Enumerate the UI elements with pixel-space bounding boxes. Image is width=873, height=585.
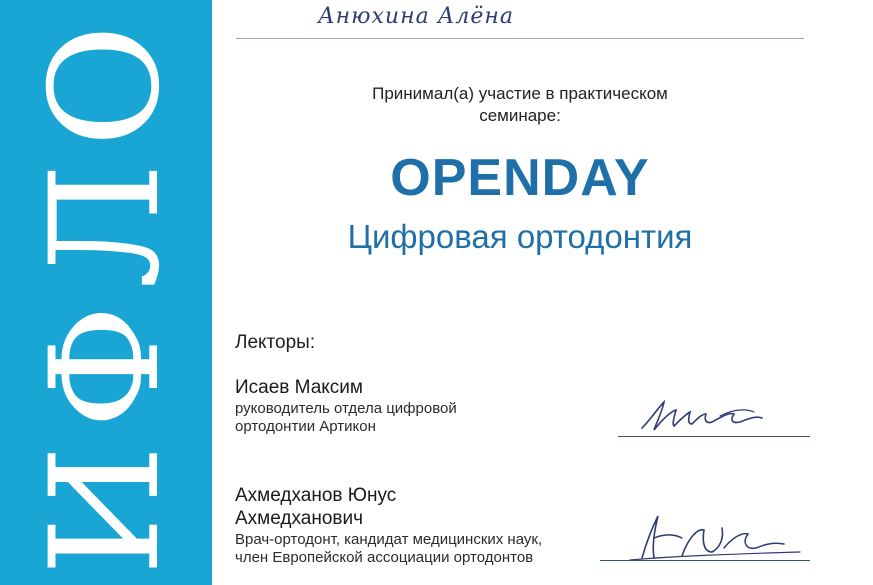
- lecturer-1-name: Исаев Максим: [235, 377, 363, 398]
- lecturer-1-description-line-1: руководитель отдела цифровой: [235, 400, 457, 417]
- lecturer-2-signature: [624, 508, 804, 568]
- lecturer-2-description: [235, 531, 542, 567]
- event-title: OPENDAY: [390, 149, 650, 207]
- lecturer-1-signature-line: [618, 436, 810, 437]
- lecturers-label: Лекторы:: [235, 332, 316, 353]
- side-banner: [0, 0, 212, 585]
- lecturer-2: [235, 484, 542, 567]
- lecturer-2-signature-line: [600, 560, 810, 561]
- intro-line-1: Принимал(а) участие в практическом: [372, 84, 668, 103]
- lecturer-1-signature: [636, 394, 776, 438]
- lecturer-2-description-line-1: Врач-ортодонт, кандидат медицинских наук,: [235, 531, 543, 548]
- lecturer-1-description-line-2: ортодонтии Артикон: [235, 418, 376, 435]
- lecturer-1: [235, 376, 457, 436]
- participant-name: Анюхина Алёна: [318, 4, 514, 29]
- intro-line-2: семинаре:: [479, 106, 561, 125]
- lecturer-2-name: Ахмедханов Юнус Ахмедханович: [235, 485, 397, 529]
- side-banner-text: ИФЛО: [19, 8, 193, 576]
- intro-text: [262, 83, 778, 127]
- lecturer-2-description-line-2: член Европейской ассоциации ортодонтов: [235, 549, 534, 566]
- participant-name-underline: [236, 38, 804, 39]
- lecturer-1-description: [235, 400, 457, 436]
- event-subtitle: Цифровая ортодонтия: [347, 218, 693, 255]
